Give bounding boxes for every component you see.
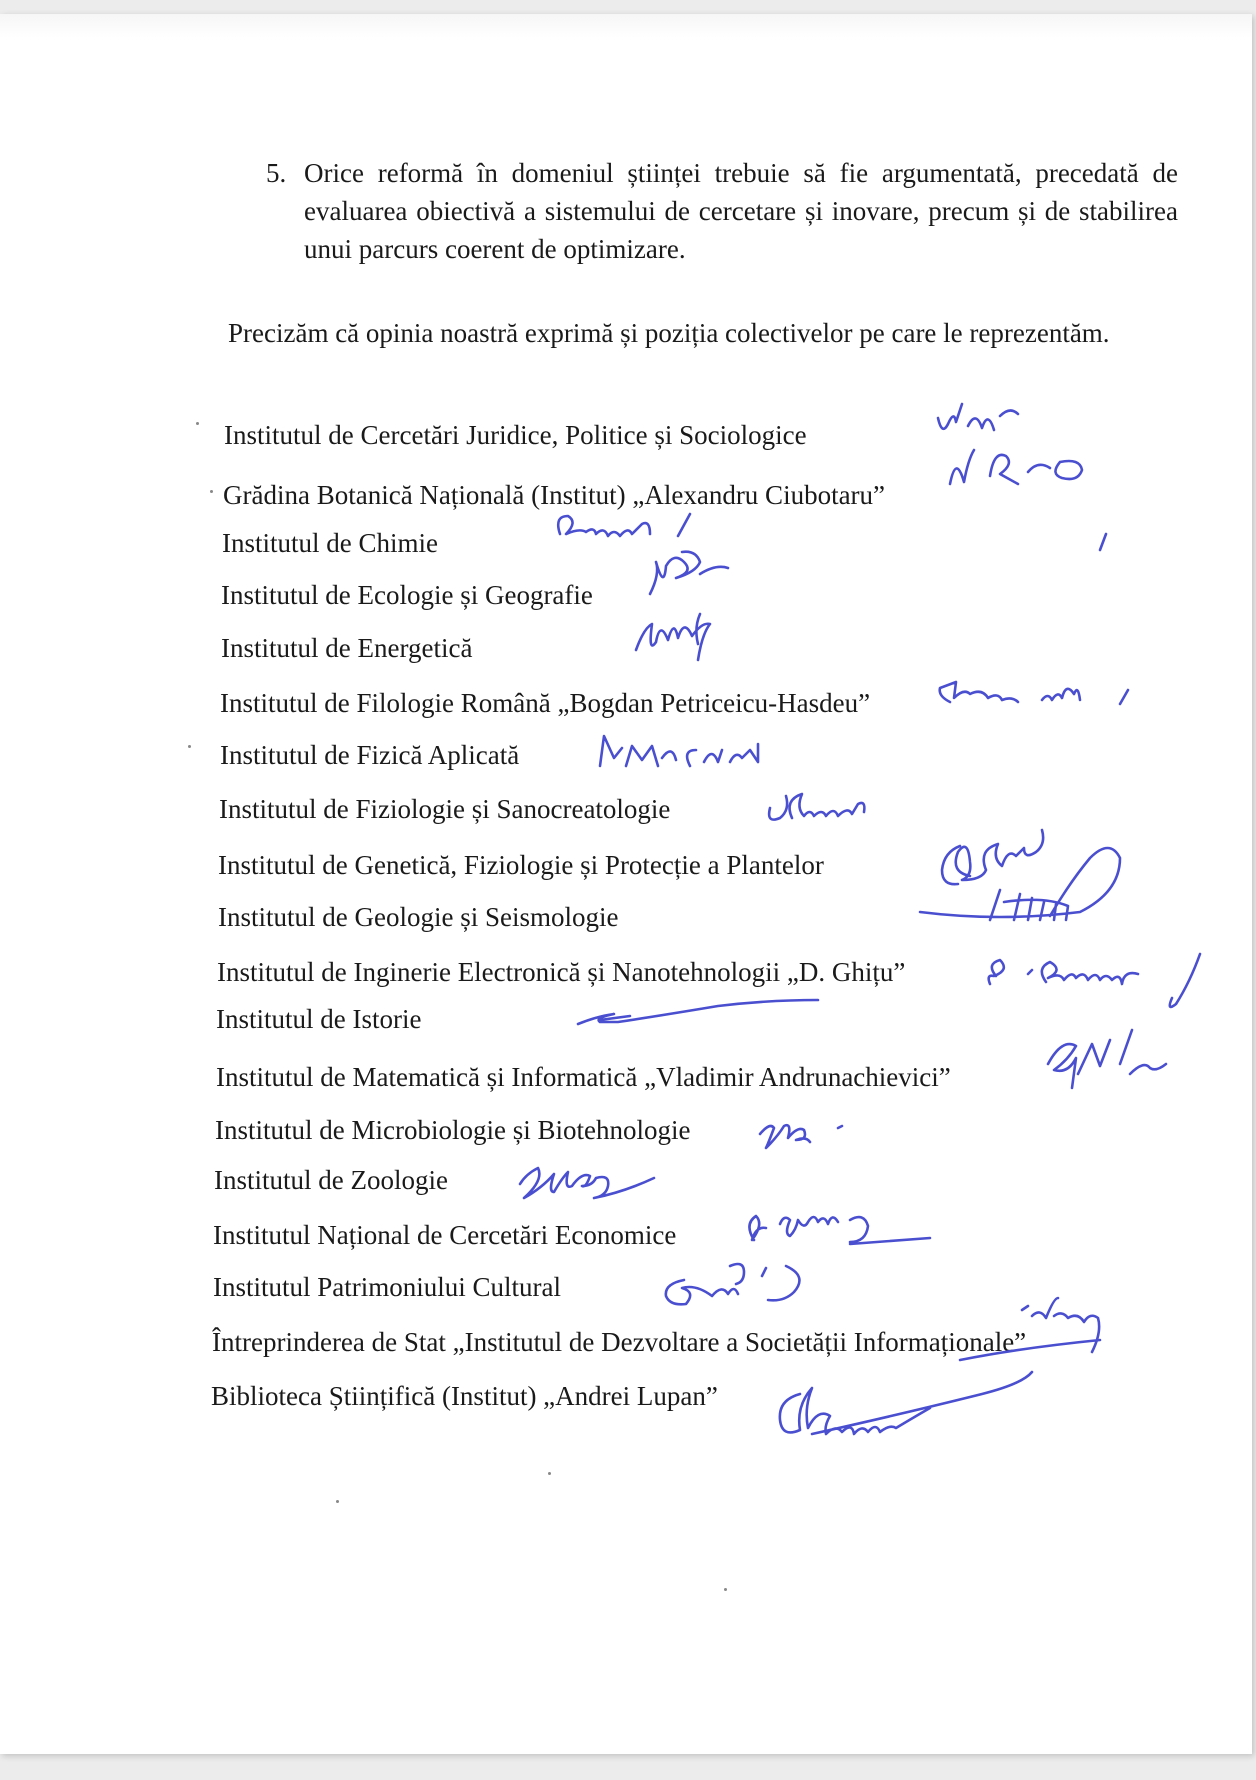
signature [989, 954, 1200, 1007]
institution-name: Institutul de Istorie [216, 1004, 422, 1034]
signature [600, 736, 758, 766]
signature [938, 404, 1018, 430]
scan-speck [724, 1588, 727, 1591]
institution-name: Institutul de Inginerie Electronică și Nanotehnologii „D. Ghițu” [217, 957, 906, 987]
signature [578, 1000, 818, 1024]
institution-name: Biblioteca Științifică (Institut) „Andrei Lupan” [211, 1381, 718, 1411]
institution-name: Institutul de Fiziologie și Sanocreatologie [219, 794, 671, 824]
scan-speck [196, 422, 199, 425]
institution-name: Întreprinderea de Stat „Institutul de Dezvoltare a Societății Informaționale” [212, 1327, 1027, 1357]
institution-name: Institutul de Microbiologie și Biotehnologie [215, 1115, 691, 1145]
institution-name: Institutul Național de Cercetări Economice [213, 1220, 677, 1250]
scan-speck [548, 1472, 551, 1475]
signature [558, 514, 690, 536]
institution-name: Institutul de Filologie Română „Bogdan Petriceicu-Hasdeu” [220, 688, 871, 718]
institution-name: Institutul de Matematică și Informatică „Vladimir Andrunachievici” [216, 1062, 951, 1092]
page-top-edge [0, 14, 1252, 38]
representation-statement: Precizăm că opinia noastră exprimă și poziția colectivelor pe care le reprezentăm. [228, 318, 1110, 348]
institution-name: Institutul de Chimie [222, 528, 438, 558]
signature [666, 1264, 800, 1304]
institution-name: Institutul de Geologie și Seismologie [218, 902, 619, 932]
point-5 [268, 154, 1178, 268]
institution-name: Grădina Botanică Națională (Institut) „Alexandru Ciubotaru” [223, 480, 886, 510]
institution-name: Institutul de Energetică [221, 633, 473, 663]
signature [749, 1216, 930, 1244]
signature [1048, 1030, 1166, 1088]
point-text: Orice reformă în domeniul științei trebuie să fie argumentată, precedată de evaluarea obiectivă a sistemului de cercetare și inovare, precum și de stabilirea unui parcurs coerent de optimizare. [304, 158, 1178, 264]
institution-name: Institutul de Fizică Aplicată [220, 740, 520, 770]
document-page [0, 14, 1252, 1754]
scan-speck [188, 745, 191, 748]
signature [942, 830, 1043, 884]
institution-name: Institutul de Ecologie și Geografie [221, 580, 593, 610]
signature [636, 614, 710, 660]
signature [769, 794, 864, 820]
institution-name: Institutul de Cercetări Juridice, Politice și Sociologice [224, 420, 807, 450]
signature [950, 450, 1106, 550]
point-number: 5. [266, 158, 287, 188]
signature [940, 682, 1128, 704]
institution-name: Institutul Patrimoniului Cultural [213, 1272, 561, 1302]
signature [920, 848, 1120, 920]
institution-name: Institutul de Zoologie [214, 1165, 448, 1195]
signature [780, 1372, 1032, 1434]
scan-speck [210, 490, 213, 493]
scan-speck [336, 1500, 339, 1503]
signatures-layer [0, 14, 1252, 1754]
signature [760, 1125, 842, 1148]
signature [650, 552, 728, 594]
signature [520, 1168, 654, 1198]
institution-name: Institutul de Genetică, Fiziologie și Protecție a Plantelor [218, 850, 824, 880]
